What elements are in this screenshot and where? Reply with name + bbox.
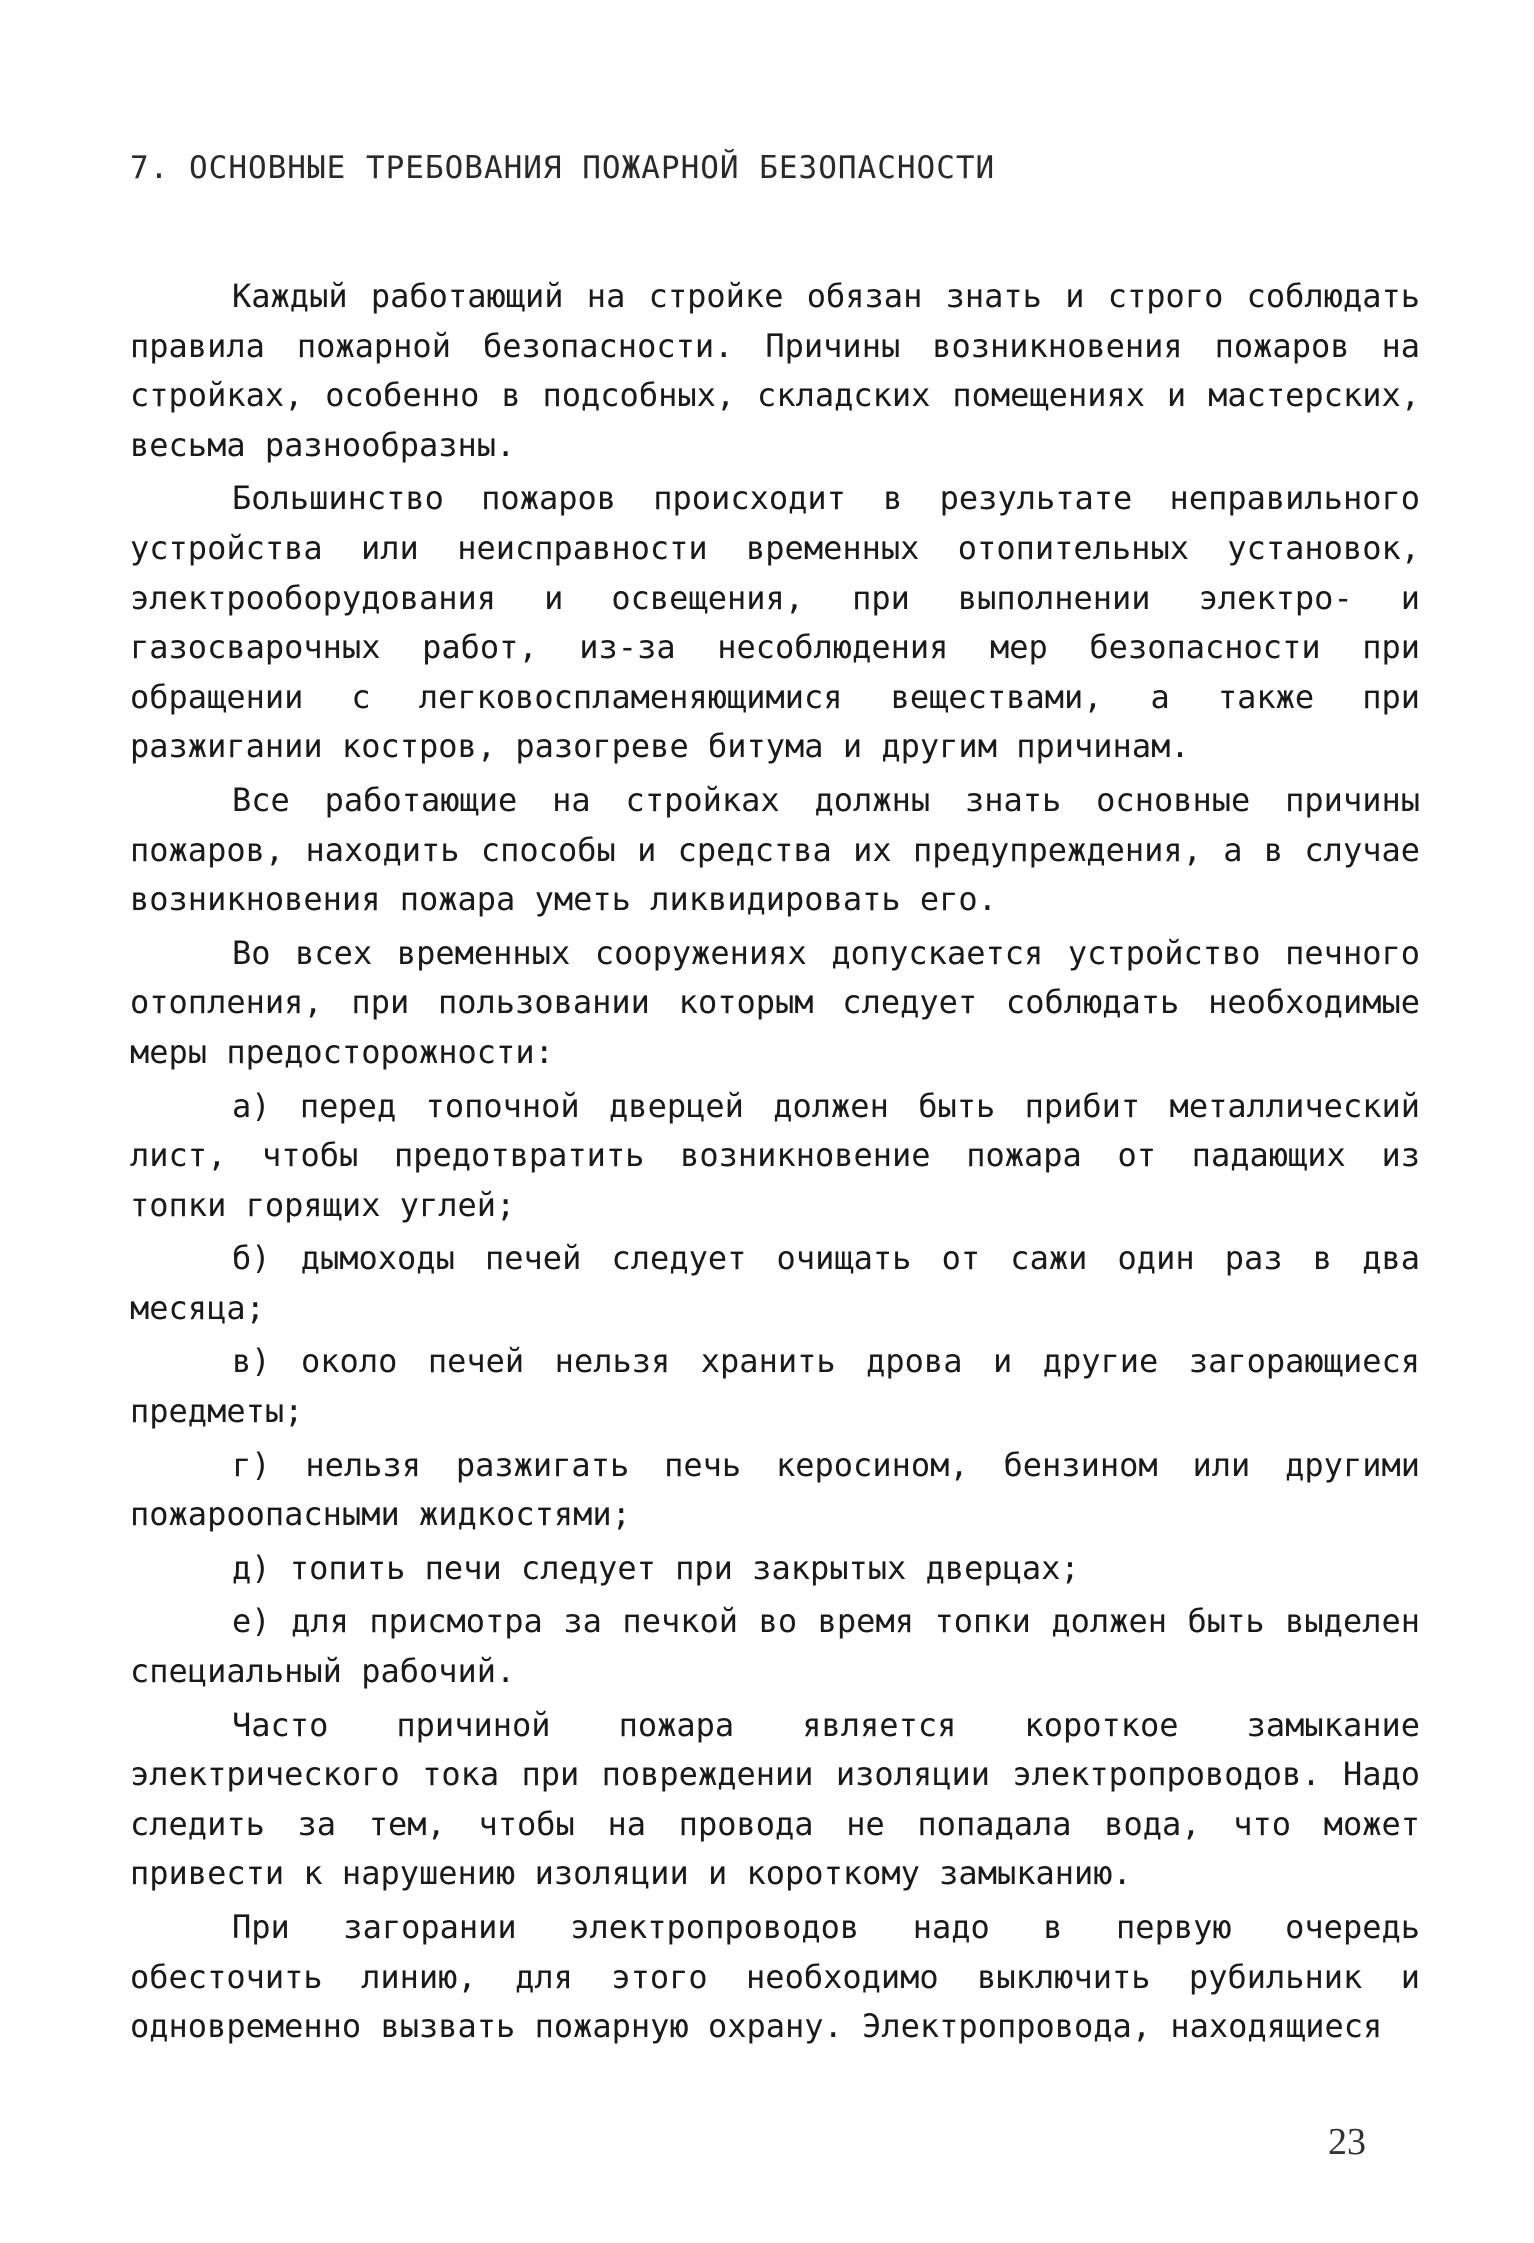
paragraph-1: Каждый работающий на стройке обязан знать и строго соблюдать правила пожарной безопасности. Причины возникновения пожаров на стройках, особенно в подсобных, складских помещениях и мастерских, весьма разнообразны. [130,277,1420,464]
paragraph-3: Все работающие на стройках должны знать основные причины пожаров, находить способы и средства их предупреждения, а в случае возникновения пожара уметь ликвидировать его. [130,780,1420,919]
paragraph-4: Во всех временных сооружениях допускается устройство печного отопления, при пользовании которым следует соблюдать необходимые меры предосторожности: [130,933,1420,1071]
paragraph-6: При загорании электропроводов надо в первую очередь обесточить линию, для этого необходимо выключить рубильник и одновременно вызвать пожарную охрану. Электропровода, находящиеся [130,1908,1420,2046]
list-item-g: г) нельзя разжигать печь керосином, бензином или другими пожароопасными жидкостями; [130,1445,1420,1534]
list-item-a: а) перед топочной дверцей должен быть прибит металлический лист, чтобы предотвратить возникновение пожара от падающих из топки горящих углей; [130,1086,1420,1224]
page-number: 23 [1328,2121,1366,2163]
document-page [130,150,1420,2052]
list-item-d: д) топить печи следует при закрытых дверцах; [232,1548,1080,1587]
list-item-b: б) дымоходы печей следует очищать от сажи один раз в два месяца; [130,1239,1420,1327]
list-item-v: в) около печей нельзя хранить дрова и другие загорающиеся предметы; [130,1342,1420,1431]
paragraph-2: Большинство пожаров происходит в результате неправильного устройства или неисправности временных отопительных установок, электрооборудования и освещения, при выполнении электро- и газосварочных работ, из-за несоблюдения мер безопасности при обращении с легковоспламеняющимися веществами, а также при разжигании костров, разогреве битума и другим причинам. [130,479,1420,766]
paragraph-5: Часто причиной пожара является короткое замыкание электрического тока при повреждении изоляции электропроводов. Надо следить за тем, чтобы на провода не попадала вода, что может привести к нарушению изоляции и короткому замыканию. [130,1705,1420,1893]
list-item-e: е) для присмотра за печкой во время топки должен быть выделен специальный рабочий. [130,1602,1420,1691]
section-heading: 7. ОСНОВНЫЕ ТРЕБОВАНИЯ ПОЖАРНОЙ БЕЗОПАСНОСТИ [130,150,996,186]
